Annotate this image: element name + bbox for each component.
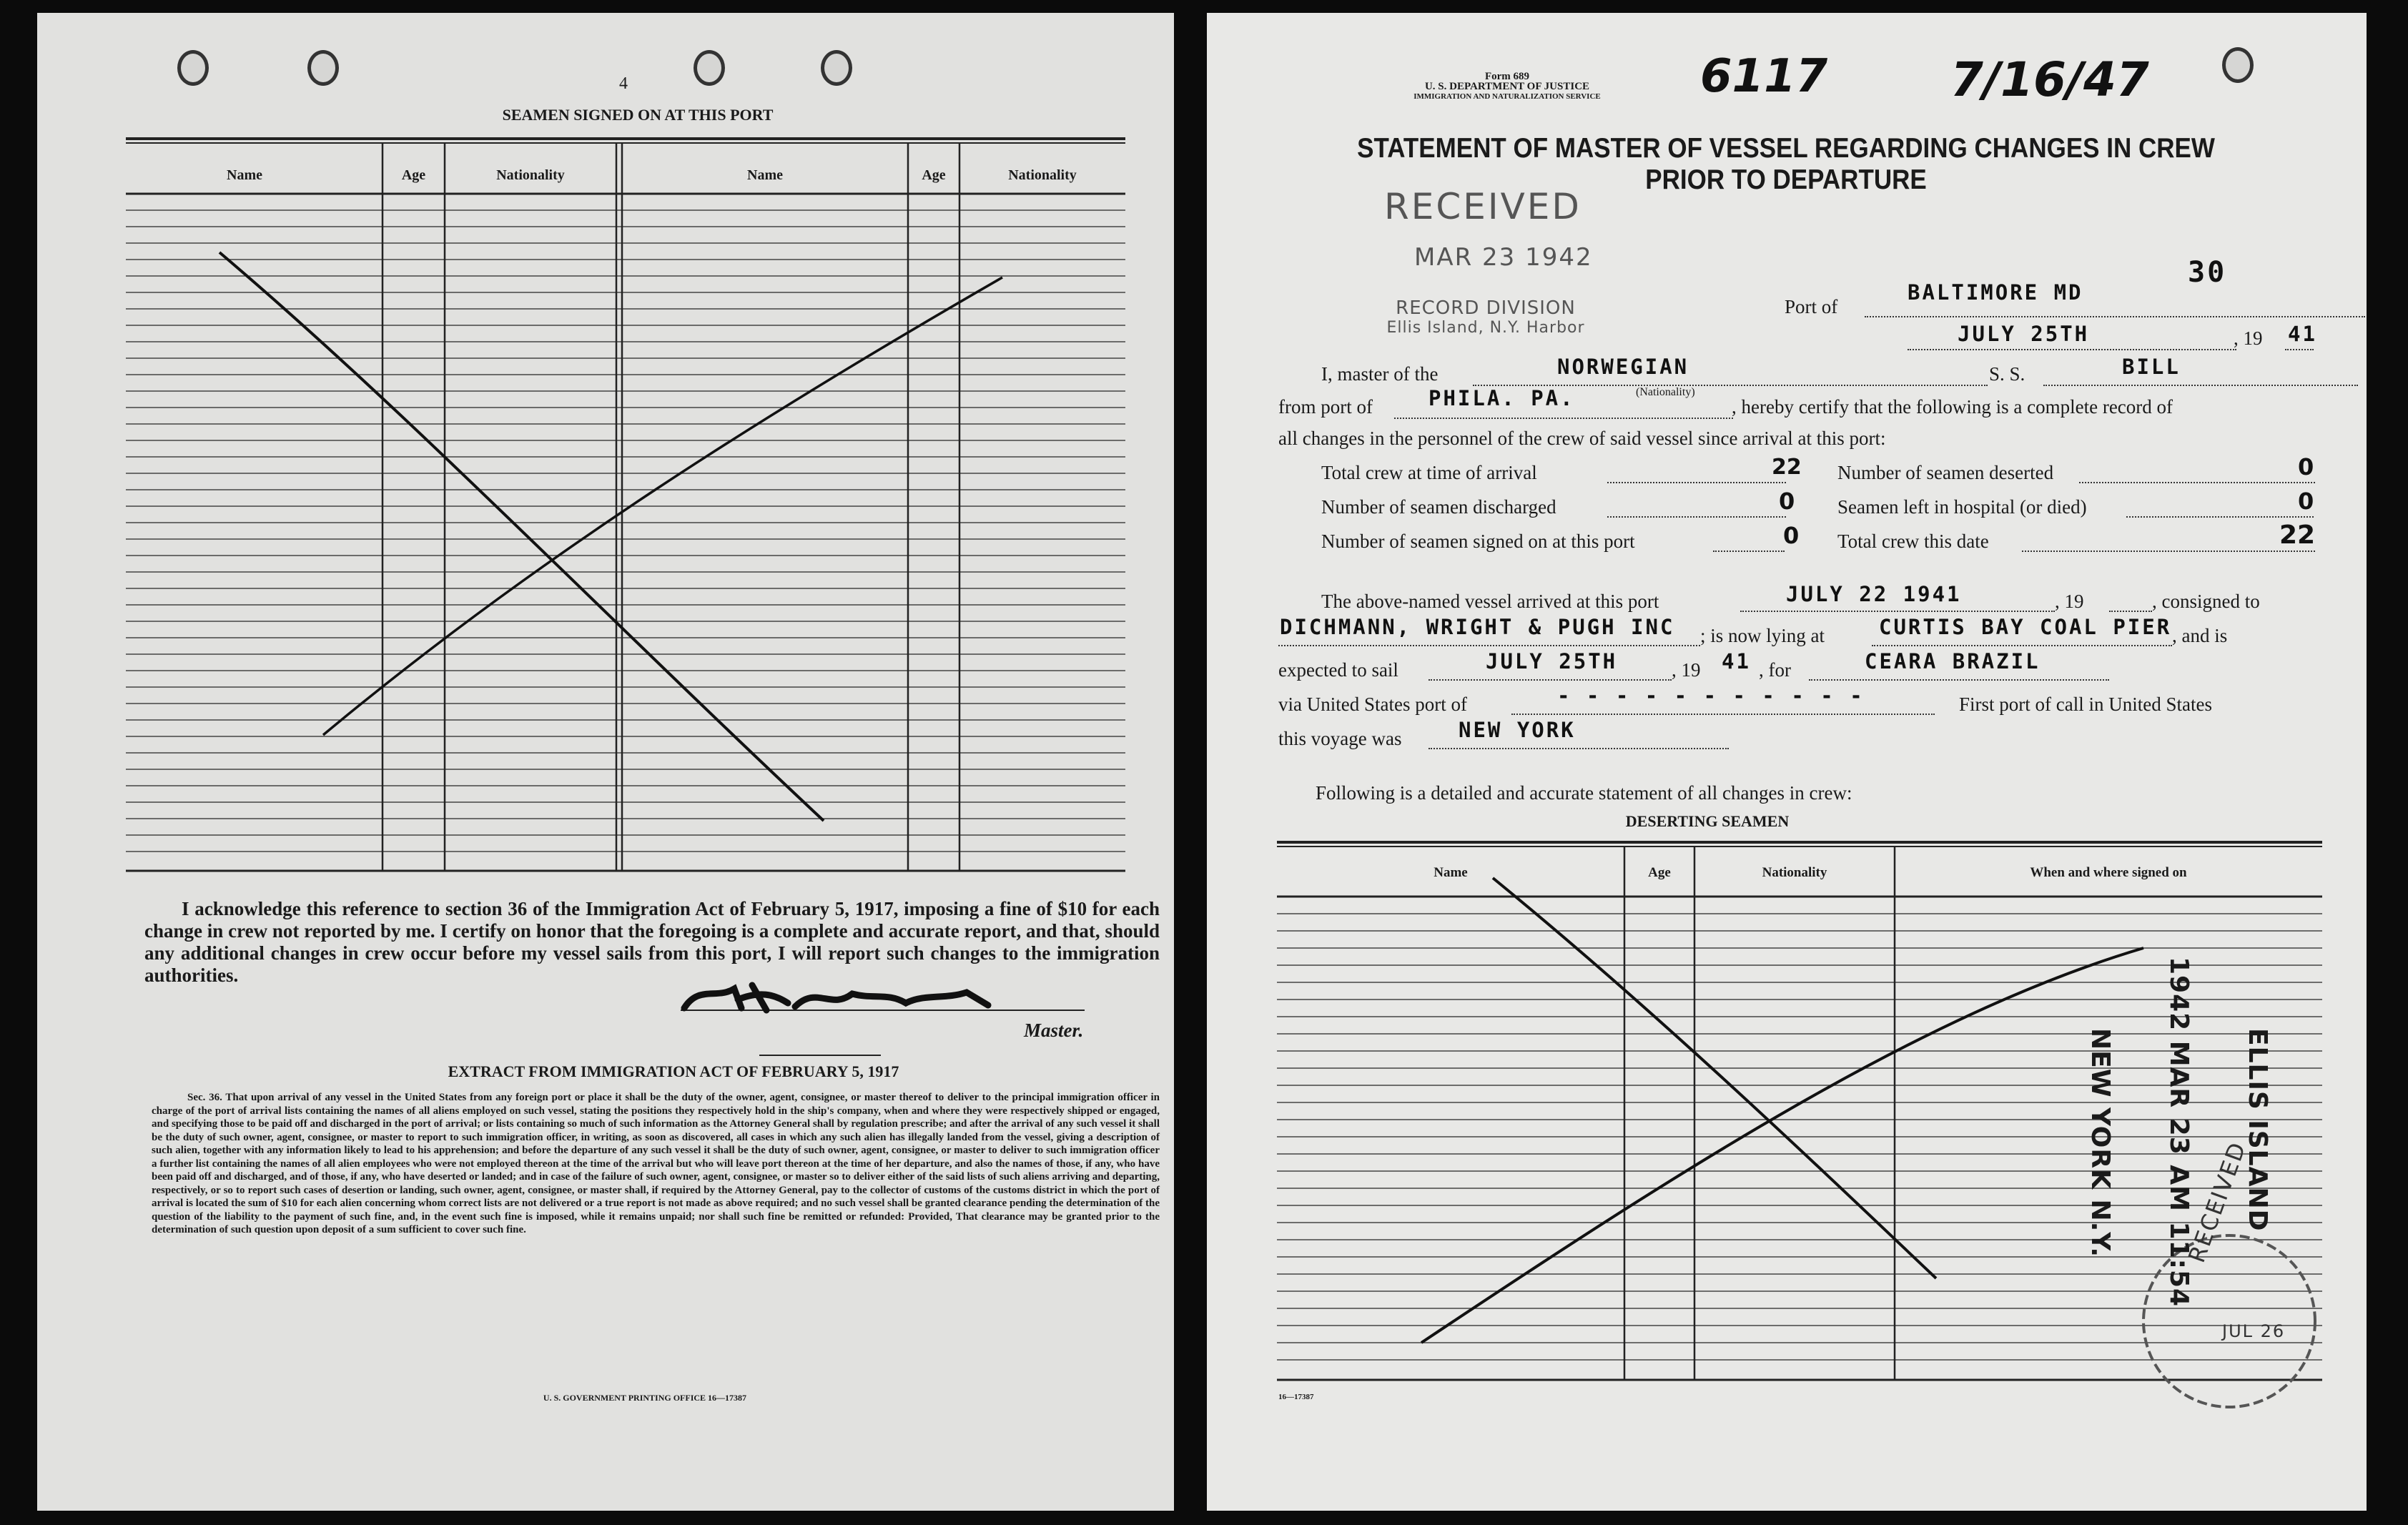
stat-value-discharged: 0 bbox=[1779, 488, 1795, 515]
extract-title: EXTRACT FROM IMMIGRATION ACT OF FEBRUARY 5, 1917 bbox=[448, 1062, 899, 1080]
arrived-label: The above-named vessel arrived at this port bbox=[1321, 591, 1659, 612]
extract-text: Sec. 36. That upon arrival of any vessel in the United States from any foreign port or place it shall be the duty of the owner, agent, consignee, or master thereof to deliver to the principal immigration officer in charge of the port of arrival lists containing the names of all aliens employed on such vessel, stating the positions they respectively hold in the ship's company, when and where they were respectively shipped or engaged, and specifying those to be paid off and discharged in the port of arrival; or lists containing so much of such information as the Attorney General shall by regulation prescribe; and after the arrival of any such vessel it shall be the duty of such owner, agent, consignee, or master to report to such immigration officer, in writing, as soon as discovered, all cases in which any such alien has illegally landed from the vessel, giving a description of such alien, together with any information likely to lead to his apprehension; and before the departure of any such vessel it shall be the duty of such owner, agent, consignee, or master to deliver to such immigration officer a further list containing the names of all alien employees who were not employed thereon at the time of the arrival but who will leave port thereon at the time of her departure, and also the names of those, if any, who have been paid off and discharged, and of those, if any, who have deserted or landed; and in case of the failure of such owner, agent, consignee, or master so to deliver either of the said lists of such aliens arriving and departing, respectively, or so to report such cases of desertion or landing, such owner, agent, consignee, or master shall, if required by the Attorney General, pay to the collector of customs of the customs district in which the port of arrival is located the sum of $10 for each alien concerning whom correct lists are not delivered or a true report is not made as above required; and no such vessel shall be granted clearance pending the determination of the question of the liability to the payment of such fine, and, in the event such fine is imposed, while it remains unpaid; nor shall such fine be remitted or refunded: Provided, That clearance may be granted prior to the determination of such question upon deposit of a sum sufficient to cover such fine. bbox=[152, 1092, 1160, 1235]
record-division: RECORD DIVISION bbox=[1396, 297, 1576, 319]
col-header-name: Name bbox=[747, 167, 783, 183]
deserting-col-name: Name bbox=[1434, 865, 1468, 880]
round-stamp-date: JUL 26 bbox=[2222, 1321, 2286, 1341]
deserting-col-nationality: Nationality bbox=[1762, 865, 1827, 880]
date-year: 41 bbox=[2288, 322, 2317, 346]
stat-value-signed-on: 0 bbox=[1783, 522, 1800, 549]
stamp-new-york: NEW YORK N.Y. bbox=[2086, 1028, 2115, 1258]
stat-label: Number of seamen discharged bbox=[1321, 496, 1556, 518]
from-port-value: PHILA. PA. bbox=[1428, 386, 1575, 410]
acknowledgement-text: I acknowledge this reference to section 36 of the Immigration Act of February 5, 1917, imposing a fine of $10 for each change in crew not reported by me. I certify on honor that the foregoing is a complete and accurate report, and that, should any additional changes in crew occur before my vessel sails from this port, I will report such changes to the immigration authorities. bbox=[144, 898, 1160, 986]
deserting-col-age: Age bbox=[1648, 865, 1671, 880]
department-name: U. S. DEPARTMENT OF JUSTICE bbox=[1424, 81, 1590, 92]
from-port-label: from port of bbox=[1278, 396, 1373, 418]
ss-label: S. S. bbox=[1989, 363, 2025, 385]
year-prefix: , 19 bbox=[2234, 327, 2263, 349]
page-number: 4 bbox=[619, 74, 628, 93]
this-voyage-label: this voyage was bbox=[1278, 728, 1402, 749]
stamp-datetime: 1942 MAR 23 AM 11:54 bbox=[2164, 957, 2194, 1308]
stat-label: Number of seamen deserted bbox=[1837, 462, 2054, 483]
handwritten-date: 7/16/47 bbox=[1950, 52, 2149, 107]
stat-value-total-arrival: 22 bbox=[1772, 455, 1802, 480]
arrived-date: JULY 22 1941 bbox=[1786, 582, 1962, 606]
consigned-label: , consigned to bbox=[2152, 591, 2260, 612]
deserting-col-signed-on: When and where signed on bbox=[2030, 865, 2187, 880]
form-title-line2: PRIOR TO DEPARTURE bbox=[1645, 164, 1927, 195]
col-header-name: Name bbox=[227, 167, 262, 183]
ship-name: BILL bbox=[2122, 355, 2181, 379]
via-port-value: - - - - - - - - - - - bbox=[1557, 683, 1865, 708]
ellis-island-label: Ellis Island, N.Y. Harbor bbox=[1386, 319, 1585, 337]
handwritten-number: 6117 bbox=[1700, 50, 1828, 103]
first-call-value: NEW YORK bbox=[1459, 718, 1576, 742]
stat-label: Total crew at time of arrival bbox=[1321, 462, 1537, 483]
received-stamp-date: MAR 23 1942 bbox=[1414, 243, 1593, 272]
arrived-year-prefix: , 19 bbox=[2055, 591, 2084, 612]
deserting-title: DESERTING SEAMEN bbox=[1625, 812, 1790, 830]
received-stamp: RECEIVED bbox=[1384, 186, 1582, 227]
col-header-nationality: Nationality bbox=[496, 167, 565, 183]
stat-label: Seamen left in hospital (or died) bbox=[1837, 496, 2087, 518]
and-is-label: , and is bbox=[2172, 625, 2228, 646]
stat-value-deserted: 0 bbox=[2298, 453, 2314, 480]
certify-text-2: all changes in the personnel of the crew of said vessel since arrival at this port: bbox=[1278, 428, 1886, 449]
form-title-line1: STATEMENT OF MASTER OF VESSEL REGARDING CHANGES IN CREW bbox=[1357, 133, 2215, 164]
port-of-label: Port of bbox=[1785, 296, 1838, 317]
expected-label: expected to sail bbox=[1278, 659, 1398, 681]
date-month-day: JULY 25TH bbox=[1958, 322, 2090, 346]
first-call-label: First port of call in United States bbox=[1959, 694, 2212, 715]
via-label: via United States port of bbox=[1278, 694, 1467, 715]
sail-year-prefix: , 19 bbox=[1672, 659, 1701, 681]
nationality-caption: (Nationality) bbox=[1636, 386, 1695, 398]
consignee-value: DICHMANN, WRIGHT & PUGH INC bbox=[1280, 615, 1675, 639]
following-text: Following is a detailed and accurate statement of all changes in crew: bbox=[1316, 782, 1852, 804]
master-signature bbox=[37, 13, 1174, 1511]
sail-year: 41 bbox=[1722, 649, 1751, 673]
round-stamp-received: RECEIVED bbox=[2183, 1137, 2252, 1266]
page-count: 30 bbox=[2188, 256, 2227, 289]
stat-value-hospital: 0 bbox=[2298, 488, 2314, 515]
stat-label: Total crew this date bbox=[1837, 530, 1989, 552]
lying-at-value: CURTIS BAY COAL PIER bbox=[1879, 615, 2172, 639]
cross-out-stroke bbox=[1421, 948, 2143, 1343]
col-header-nationality: Nationality bbox=[1008, 167, 1077, 183]
col-header-age: Age bbox=[401, 167, 426, 183]
master-of-label: I, master of the bbox=[1321, 363, 1439, 385]
section-title: SEAMEN SIGNED ON AT THIS PORT bbox=[502, 106, 774, 124]
lying-label: ; is now lying at bbox=[1700, 625, 1825, 646]
for-label: , for bbox=[1759, 659, 1791, 681]
left-page bbox=[37, 13, 1174, 1511]
stat-label: Number of seamen signed on at this port bbox=[1321, 530, 1635, 552]
stat-value-total-crew: 22 bbox=[2279, 520, 2316, 550]
master-label: Master. bbox=[1024, 1020, 1084, 1041]
service-name: IMMIGRATION AND NATURALIZATION SERVICE bbox=[1413, 92, 1601, 101]
printer-line: U. S. GOVERNMENT PRINTING OFFICE 16—17387 bbox=[543, 1393, 747, 1403]
port-of-value: BALTIMORE MD bbox=[1908, 280, 2083, 305]
cross-out-stroke bbox=[1493, 878, 1936, 1278]
sail-date: JULY 25TH bbox=[1486, 649, 1618, 673]
right-page bbox=[1207, 13, 2367, 1511]
bottom-code: 16—17387 bbox=[1278, 1393, 1314, 1401]
certify-text: , hereby certify that the following is a complete record of bbox=[1732, 396, 2173, 418]
nationality-value: NORWEGIAN bbox=[1557, 355, 1689, 379]
col-header-age: Age bbox=[922, 167, 946, 183]
stamp-ellis-island: ELLIS ISLAND bbox=[2243, 1028, 2272, 1232]
destination-value: CEARA BRAZIL bbox=[1865, 649, 2041, 673]
form-number: Form 689 bbox=[1484, 71, 1530, 82]
